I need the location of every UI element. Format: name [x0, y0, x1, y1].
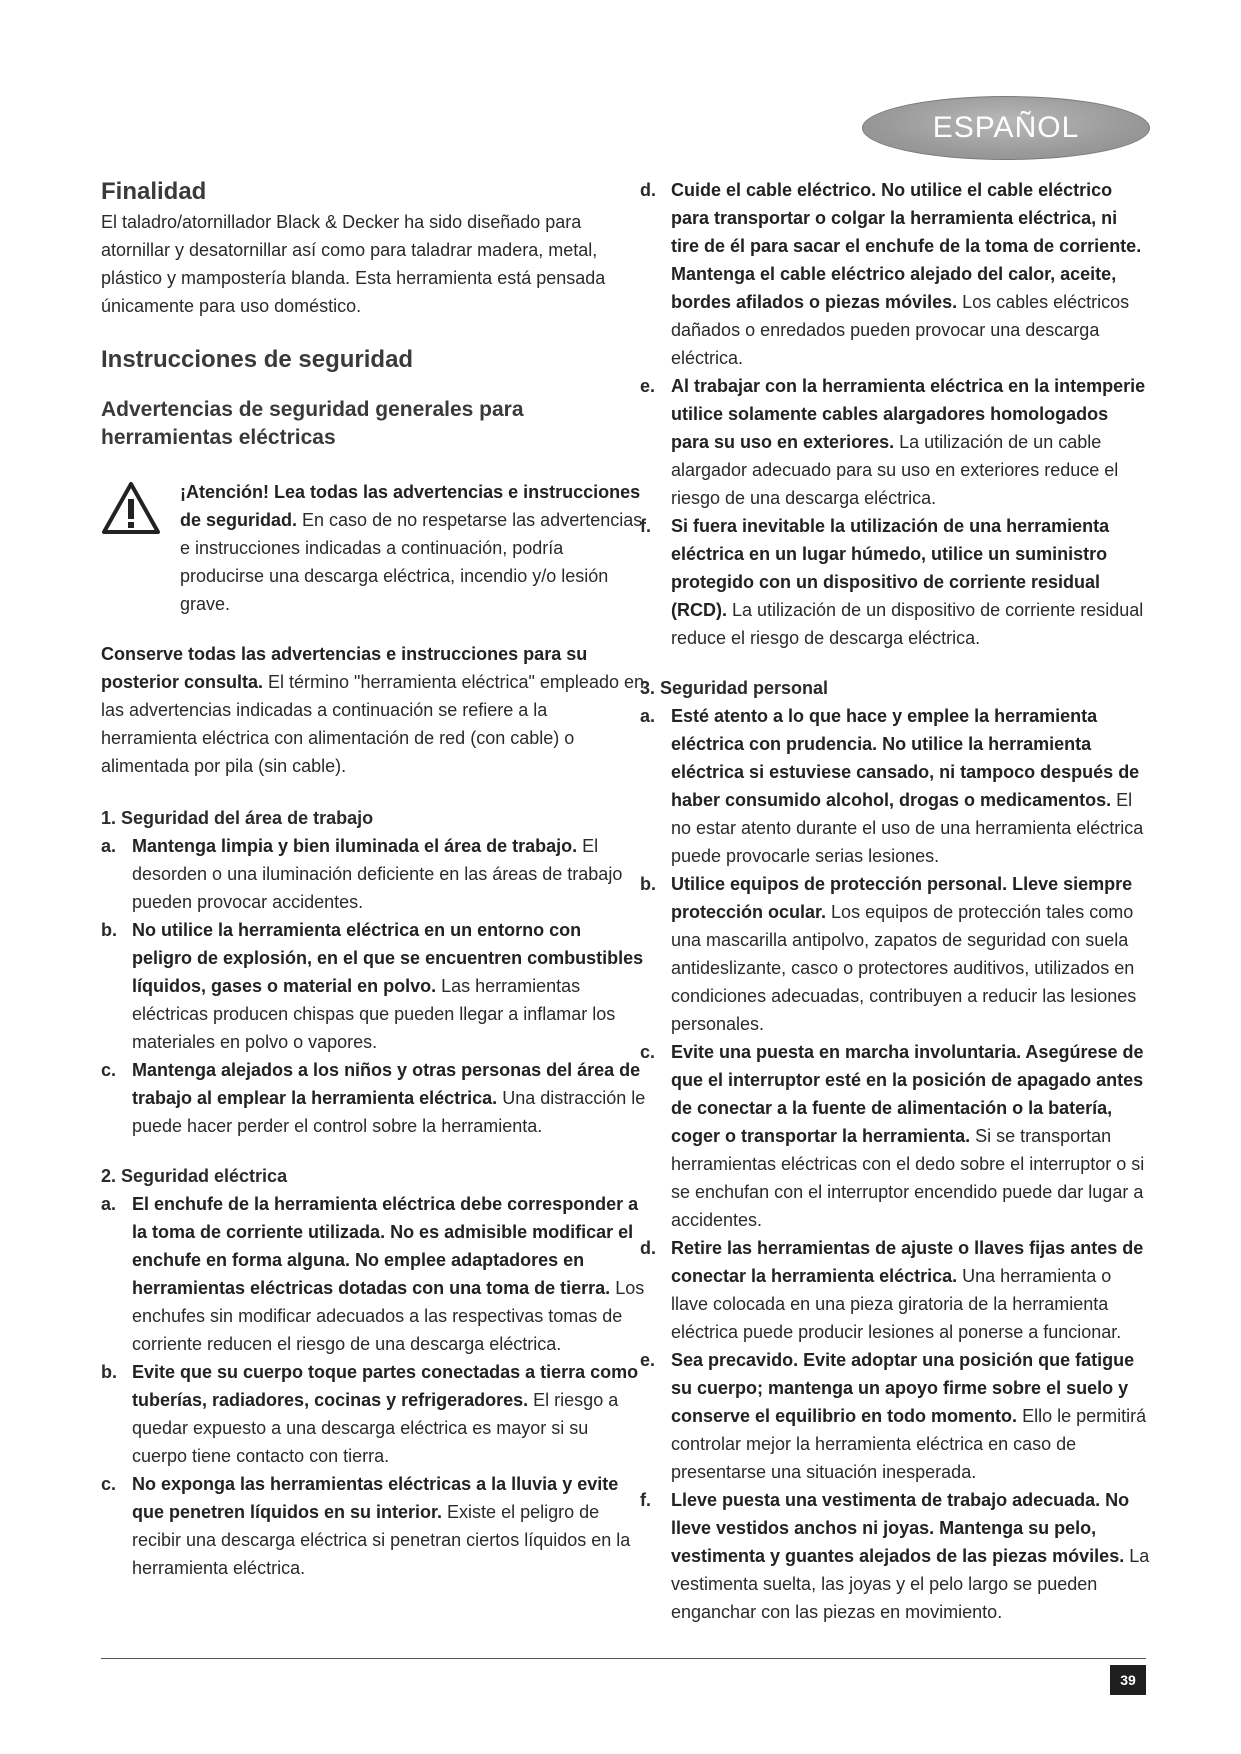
item-text: Las herramientas eléctricas producen chispas que pueden llegar a inflamar los materiales en polvo o vapores. — [132, 976, 616, 1052]
list-item — [101, 1358, 646, 1470]
list-item — [101, 1190, 646, 1358]
item-marker: c. — [101, 1474, 117, 1494]
item-marker: d. — [640, 180, 656, 200]
item-bold: Mantenga limpia y bien iluminada el área de trabajo. — [132, 836, 578, 856]
warning-bold: ¡Atención! Lea todas las advertencias e instrucciones de seguridad. — [180, 482, 641, 530]
item-marker: f. — [640, 1490, 651, 1510]
list-item — [640, 1486, 1150, 1626]
item-bold: Cuide el cable eléctrico. No utilice el cable eléctrico para transportar o colgar la herramienta eléctrica, ni tire de él para sacar el enchufe de la toma de corriente. Mantenga el cable eléctrico alejado del calor, aceite, bordes afilados o piezas móviles. — [671, 180, 1142, 312]
warning-text — [180, 478, 646, 618]
list-item — [101, 1056, 646, 1140]
item-text: Los enchufes sin modificar adecuados a las respectivas tomas de corriente reducen el riesgo de una descarga eléctrica. — [132, 1278, 645, 1354]
item-text: Existe el peligro de recibir una descarga eléctrica si penetran ciertos líquidos en la herramienta eléctrica. — [132, 1502, 631, 1578]
item-bold: Esté atento a lo que hace y emplee la herramienta eléctrica con prudencia. No utilice la herramienta eléctrica si estuviese cansado, ni tampoco después de haber consumido alcohol, drogas o medicamentos. — [671, 706, 1140, 810]
language-badge — [862, 96, 1150, 160]
item-text: Los equipos de protección tales como una mascarilla antipolvo, zapatos de seguridad con suela antideslizante, casco o protectores auditivos, utilizados en condiciones adecuadas, contribuyen a reducir las lesiones personales. — [671, 902, 1137, 1034]
section3-title: 3. Seguridad personal — [640, 678, 829, 698]
list-item — [640, 870, 1150, 1038]
item-text: El no estar atento durante el uso de una herramienta eléctrica puede provocarle serias lesiones. — [671, 790, 1144, 866]
safety-title: Instrucciones de seguridad — [101, 346, 414, 373]
item-text: Una distracción le puede hacer perder el control sobre la herramienta. — [132, 1088, 646, 1136]
list-item — [640, 702, 1150, 870]
list-item — [640, 1038, 1150, 1234]
item-marker: e. — [640, 1350, 656, 1370]
item-marker: b. — [101, 1362, 117, 1382]
item-bold: El enchufe de la herramienta eléctrica debe corresponder a la toma de corriente utilizada. No es admisible modificar el enchufe en forma alguna. No emplee adaptadores en herramientas eléctricas dotadas con una toma de tierra. — [132, 1194, 639, 1298]
item-text: La utilización de un dispositivo de corriente residual reduce el riesgo de descarga eléctrica. — [671, 600, 1144, 648]
item-bold: Evite una puesta en marcha involuntaria. Asegúrese de que el interruptor esté en la posición de apagado antes de conectar a la fuente de alimentación o la batería, coger o transportar la herramienta. — [671, 1042, 1144, 1146]
list-item — [640, 1346, 1150, 1486]
keep-bold: Conserve todas las advertencias e instrucciones para su posterior consulta. — [101, 644, 588, 692]
language-label: ESPAÑOL — [932, 111, 1080, 144]
list-item — [101, 832, 646, 916]
warning-triangle-icon — [101, 481, 161, 535]
keep-body: El término "herramienta eléctrica" empleado en las advertencias indicadas a continuación se refiere a la herramienta eléctrica con alimentación de red (con cable) o alimentada por pila (sin cable). — [101, 672, 644, 776]
item-bold: Evite que su cuerpo toque partes conectadas a tierra como tuberías, radiadores, cocinas y refrigeradores. — [132, 1362, 639, 1410]
item-bold: Al trabajar con la herramienta eléctrica en la intemperie utilice solamente cables alargadores homologados para su uso en exteriores. — [671, 376, 1146, 452]
item-bold: No utilice la herramienta eléctrica en un entorno con peligro de explosión, en el que se encuentren combustibles líquidos, gases o material en polvo. — [132, 920, 644, 996]
left-column — [101, 176, 646, 1582]
item-bold: Retire las herramientas de ajuste o llaves fijas antes de conectar la herramienta eléctrica. — [671, 1238, 1144, 1286]
item-marker: e. — [640, 376, 656, 396]
list-item — [640, 372, 1150, 512]
page-number: 39 — [1110, 1665, 1146, 1695]
item-text: La utilización de un cable alargador adecuado para su uso en exteriores reduce el riesgo de una descarga eléctrica. — [671, 432, 1119, 508]
list-item — [640, 1234, 1150, 1346]
item-text: Una herramienta o llave colocada en una pieza giratoria de la herramienta eléctrica puede producir lesiones al ponerse a funcionar. — [671, 1266, 1122, 1342]
item-marker: b. — [640, 874, 656, 894]
warning-block — [101, 478, 646, 618]
item-text: El riesgo a quedar expuesto a una descarga eléctrica es mayor si su cuerpo tiene contacto con tierra. — [132, 1390, 619, 1466]
item-marker: f. — [640, 516, 651, 536]
item-text: Los cables eléctricos dañados o enredados pueden provocar una descarga eléctrica. — [671, 292, 1130, 368]
section2-title: 2. Seguridad eléctrica — [101, 1166, 288, 1186]
item-bold: Mantenga alejados a los niños y otras personas del área de trabajo al emplear la herramienta eléctrica. — [132, 1060, 641, 1108]
right-column — [640, 176, 1150, 1626]
item-bold: Lleve puesta una vestimenta de trabajo adecuada. No lleve vestidos anchos ni joyas. Mantenga su pelo, vestimenta y guantes alejados de las piezas móviles. — [671, 1490, 1130, 1566]
item-marker: c. — [101, 1060, 117, 1080]
item-text: El desorden o una iluminación deficiente en las áreas de trabajo pueden provocar accidentes. — [132, 836, 623, 912]
item-marker: a. — [640, 706, 656, 726]
list-item — [640, 176, 1150, 372]
item-text: Si se transportan herramientas eléctricas con el dedo sobre el interruptor o si se enchufan con el interruptor encendido puede dar lugar a accidentes. — [671, 1126, 1145, 1230]
item-marker: a. — [101, 1194, 117, 1214]
item-text: La vestimenta suelta, las joyas y el pelo largo se pueden enganchar con las piezas en movimiento. — [671, 1546, 1150, 1622]
item-marker: b. — [101, 920, 117, 940]
item-marker: c. — [640, 1042, 656, 1062]
list-item — [640, 512, 1150, 652]
list-item — [101, 1470, 646, 1582]
item-bold: No exponga las herramientas eléctricas a la lluvia y evite que penetren líquidos en su interior. — [132, 1474, 619, 1522]
item-marker: d. — [640, 1238, 656, 1258]
item-text: Ello le permitirá controlar mejor la herramienta eléctrica en caso de presentarse una situación inesperada. — [671, 1406, 1147, 1482]
warning-body: En caso de no respetarse las advertencias e instrucciones indicadas a continuación, podría producirse una descarga eléctrica, incendio y/o lesión grave. — [180, 510, 643, 614]
item-bold: Si fuera inevitable la utilización de una herramienta eléctrica en un lugar húmedo, utilice un suministro protegido con un dispositivo de corriente residual (RCD). — [671, 516, 1110, 620]
footer-rule — [101, 1658, 1146, 1659]
section1-title: 1. Seguridad del área de trabajo — [101, 808, 374, 828]
keep-instructions — [101, 640, 646, 780]
finalidad-title: Finalidad — [101, 178, 207, 205]
item-bold: Sea precavido. Evite adoptar una posición que fatigue su cuerpo; mantenga un apoyo firme sobre el suelo y conserve el equilibrio en todo momento. — [671, 1350, 1135, 1426]
item-bold: Utilice equipos de protección personal. Lleve siempre protección ocular. — [671, 874, 1133, 922]
finalidad-text: El taladro/atornillador Black & Decker ha sido diseñado para atornillar y desatornillar así como para taladrar madera, metal, plástico y mampostería blanda. Esta herramienta está pensada únicamente para uso doméstico. — [101, 212, 606, 316]
safety-subtitle: Advertencias de seguridad generales para herramientas eléctricas — [101, 398, 524, 449]
item-marker: a. — [101, 836, 117, 856]
list-item — [101, 916, 646, 1056]
